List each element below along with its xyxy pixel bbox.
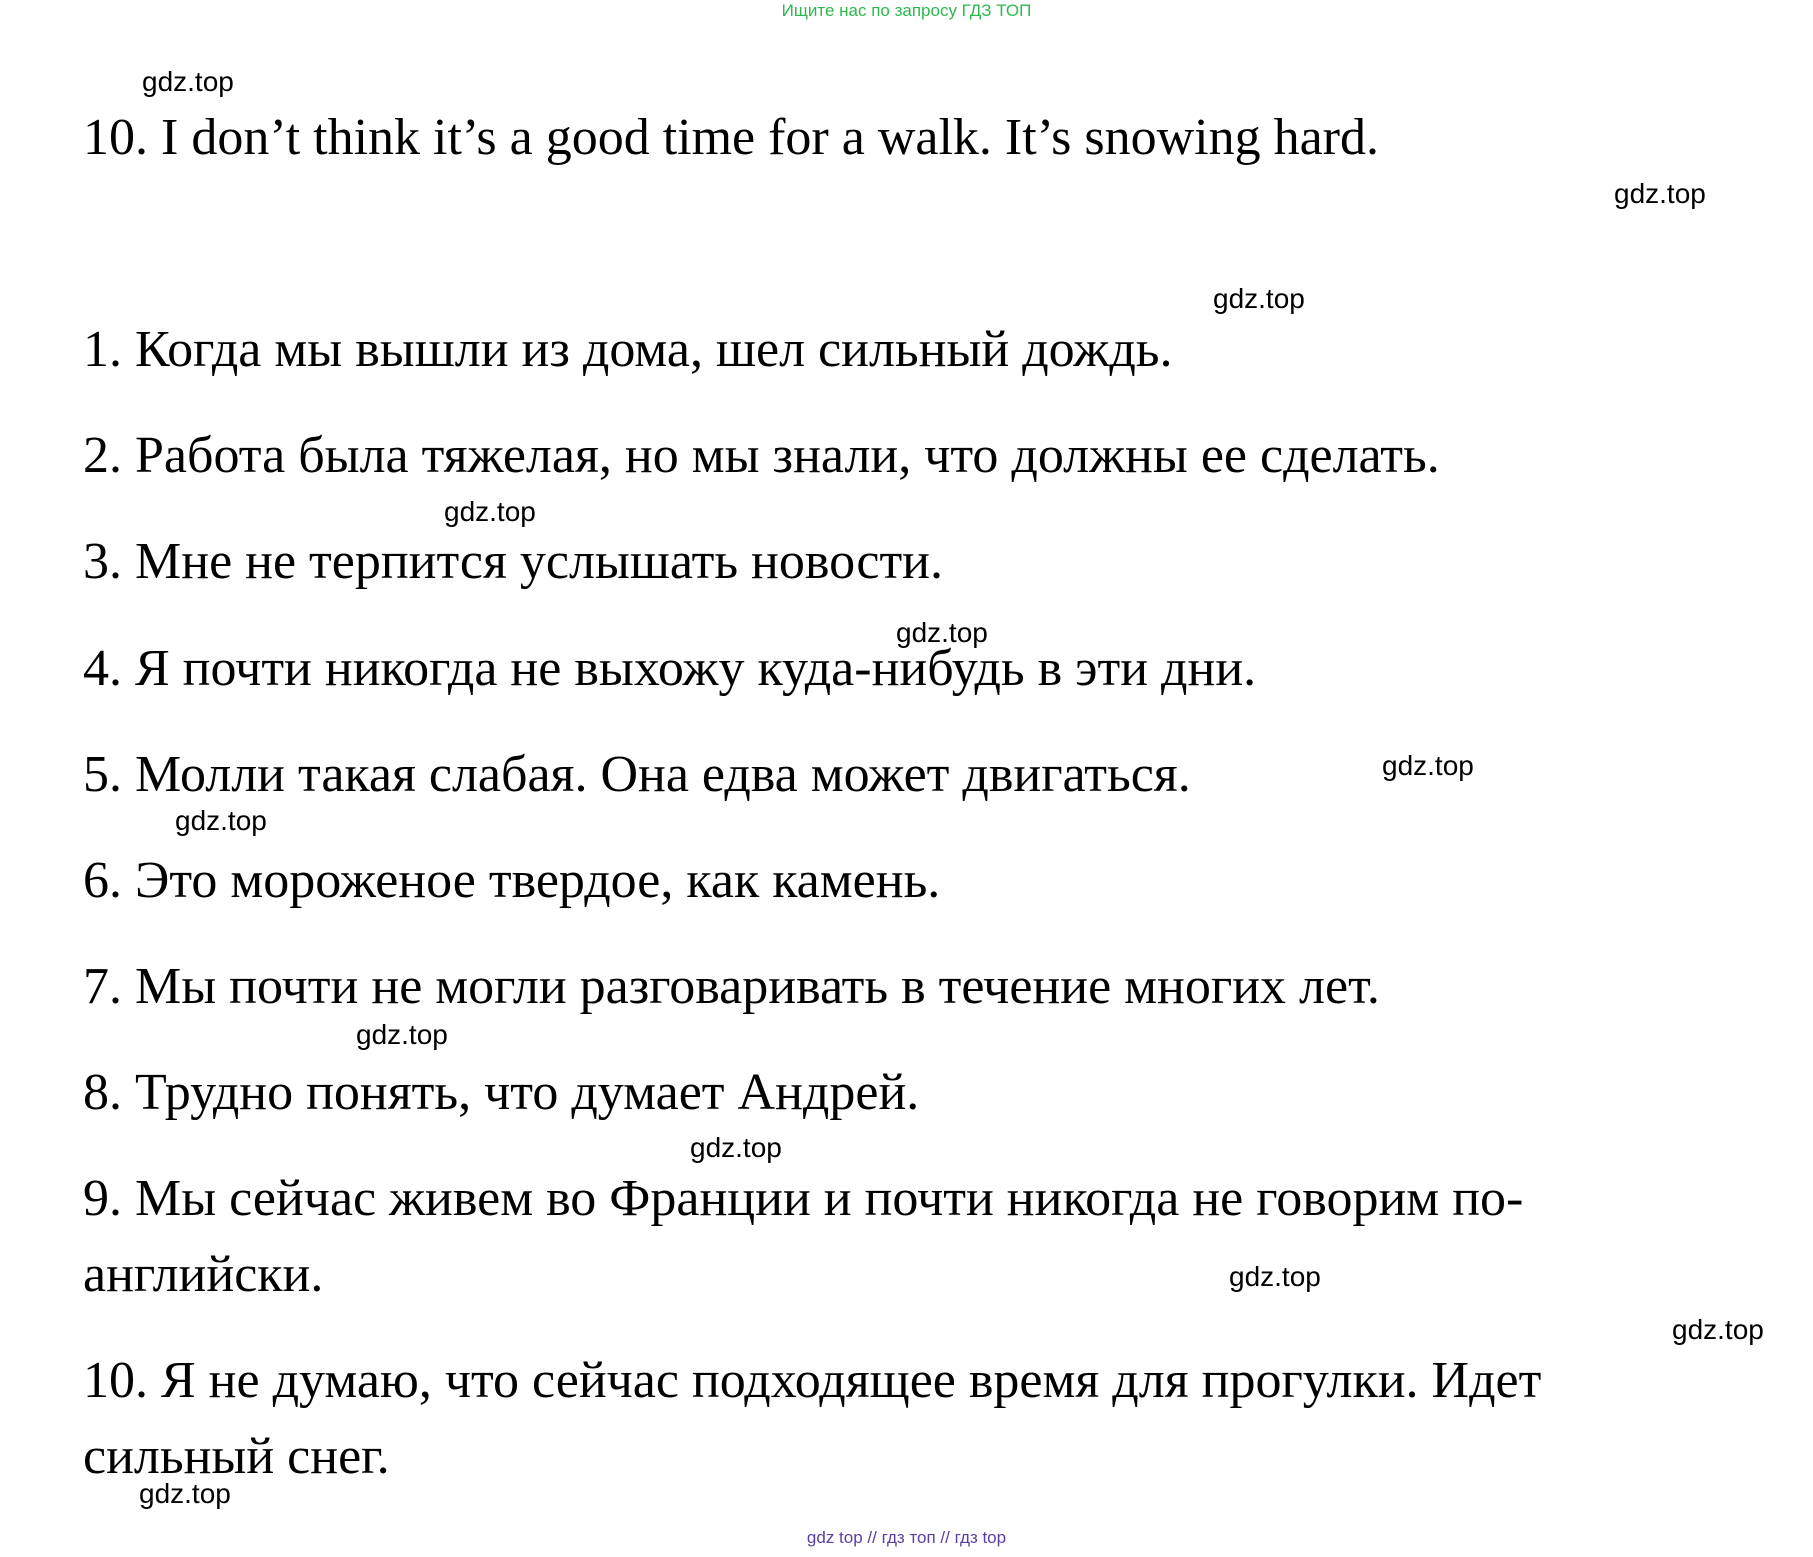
translation-line-10: 10. Я не думаю, что сейчас подходящее время для прогулки. Идет	[83, 1352, 1542, 1409]
watermark: gdz.top	[139, 1478, 231, 1509]
watermark: gdz.top	[1229, 1261, 1321, 1292]
footer-links: gdz top // гдз топ // гдз top	[806, 1528, 1007, 1547]
english-sentence-10: 10. I don’t think it’s a good time for a walk. It’s snowing hard.	[83, 109, 1379, 166]
watermark: gdz.top	[175, 805, 267, 836]
translation-line-1: 1. Когда мы вышли из дома, шел сильный дождь.	[83, 321, 1173, 378]
translation-line-6: 6. Это мороженое твердое, как камень.	[83, 852, 941, 909]
watermark: gdz.top	[444, 496, 536, 527]
translation-line-10-cont: сильный снег.	[83, 1428, 390, 1485]
translation-line-7: 7. Мы почти не могли разговаривать в течение многих лет.	[83, 958, 1380, 1015]
watermark: gdz.top	[1213, 283, 1305, 314]
watermark: gdz.top	[896, 617, 988, 648]
translation-line-9: 9. Мы сейчас живем во Франции и почти никогда не говорим по-	[83, 1170, 1524, 1227]
translation-line-5: 5. Молли такая слабая. Она едва может двигаться.	[83, 746, 1191, 803]
watermark: gdz.top	[142, 66, 234, 97]
translation-line-4: 4. Я почти никогда не выхожу куда-нибудь в эти дни.	[83, 640, 1257, 697]
top-banner: Ищите нас по запросу ГДЗ ТОП	[781, 1, 1032, 20]
translation-line-2: 2. Работа была тяжелая, но мы знали, что должны ее сделать.	[83, 427, 1440, 484]
watermark: gdz.top	[1382, 750, 1474, 781]
translation-line-9-cont: английски.	[83, 1246, 324, 1303]
translation-line-3: 3. Мне не терпится услышать новости.	[83, 533, 944, 590]
watermark: gdz.top	[356, 1019, 448, 1050]
watermark: gdz.top	[1614, 178, 1706, 209]
translation-line-8: 8. Трудно понять, что думает Андрей.	[83, 1064, 920, 1121]
watermark: gdz.top	[690, 1132, 782, 1163]
watermark: gdz.top	[1672, 1314, 1764, 1345]
